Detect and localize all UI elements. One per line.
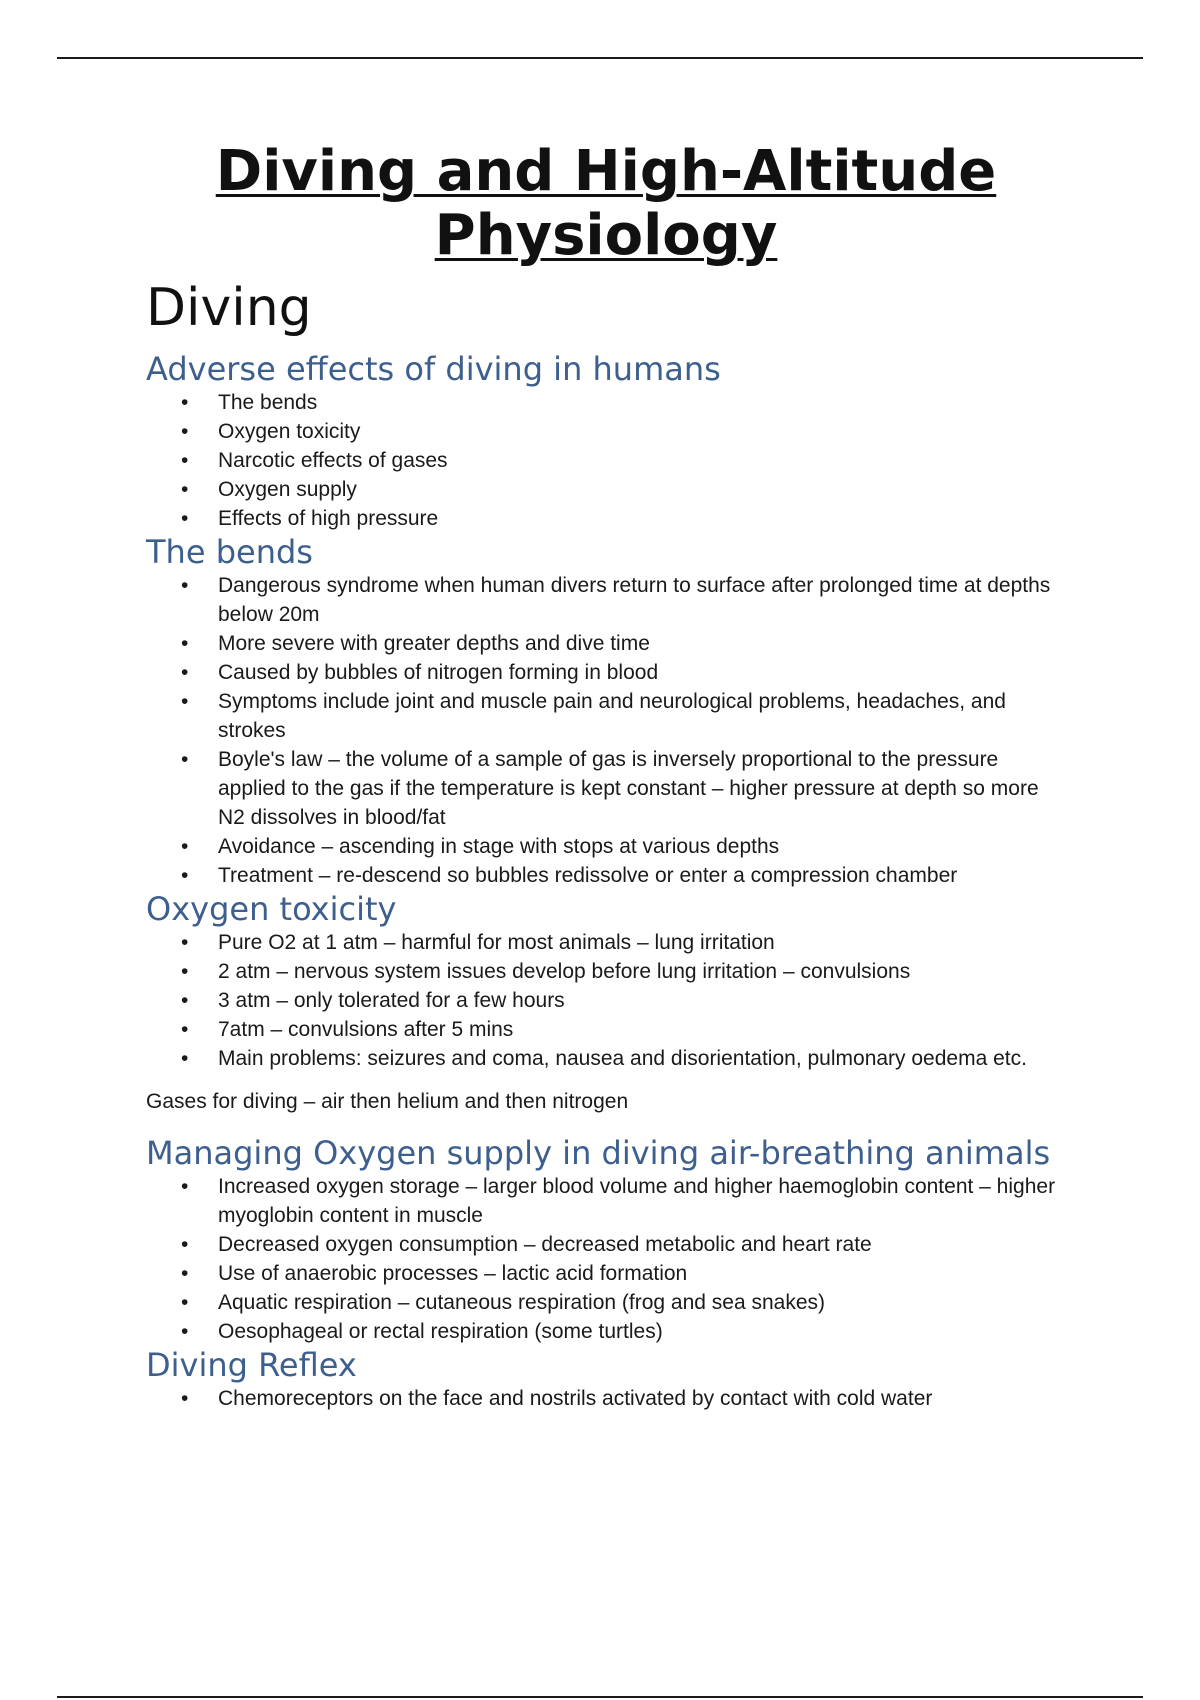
bottom-rule: [57, 1696, 1143, 1698]
list-diving-reflex: [146, 1384, 1066, 1413]
list-item: • Decreased oxygen consumption – decreased metabolic and heart rate: [218, 1230, 1066, 1259]
heading-oxygen-toxicity: Oxygen toxicity: [146, 890, 397, 928]
list-item: • Increased oxygen storage – larger blood volume and higher haemoglobin content – higher myoglobin content in muscle: [218, 1172, 1066, 1230]
heading-diving-reflex: Diving Reflex: [146, 1346, 357, 1384]
section-heading-diving: Diving: [146, 278, 312, 338]
heading-oxygen-supply: Managing Oxygen supply in diving air-breathing animals: [146, 1134, 1051, 1172]
list-item: • More severe with greater depths and dive time: [218, 629, 1066, 658]
list-item: • Narcotic effects of gases: [218, 446, 1066, 475]
document-body: [146, 140, 1066, 1413]
list-item: • Oxygen toxicity: [218, 417, 1066, 446]
list-item: • Oesophageal or rectal respiration (some turtles): [218, 1317, 1066, 1346]
document-title: Diving and High-Altitude Physiology: [215, 139, 997, 268]
list-oxygen-supply: [146, 1172, 1066, 1346]
top-rule: [57, 57, 1143, 59]
list-item: • Treatment – re-descend so bubbles redissolve or enter a compression chamber: [218, 861, 1066, 890]
list-item: • The bends: [218, 388, 1066, 417]
list-item: • Use of anaerobic processes – lactic acid formation: [218, 1259, 1066, 1288]
list-item: • Oxygen supply: [218, 475, 1066, 504]
list-item: • Chemoreceptors on the face and nostrils activated by contact with cold water: [218, 1384, 1066, 1413]
list-item: • Boyle's law – the volume of a sample of gas is inversely proportional to the pressure applied to the gas if the temperature is kept constant – higher pressure at depth so more N2 dissolves in blood/fat: [218, 745, 1066, 832]
list-item: • Avoidance – ascending in stage with stops at various depths: [218, 832, 1066, 861]
list-the-bends: [146, 571, 1066, 890]
list-adverse-effects: [146, 388, 1066, 533]
list-item: • 7atm – convulsions after 5 mins: [218, 1015, 1066, 1044]
list-item: • Symptoms include joint and muscle pain and neurological problems, headaches, and strokes: [218, 687, 1066, 745]
list-item: • Main problems: seizures and coma, nausea and disorientation, pulmonary oedema etc.: [218, 1044, 1066, 1073]
list-item: • Pure O2 at 1 atm – harmful for most animals – lung irritation: [218, 928, 1066, 957]
heading-the-bends: The bends: [146, 533, 313, 571]
list-oxygen-toxicity: [146, 928, 1066, 1073]
heading-adverse-effects: Adverse effects of diving in humans: [146, 350, 721, 388]
list-item: • Effects of high pressure: [218, 504, 1066, 533]
list-item: • 2 atm – nervous system issues develop before lung irritation – convulsions: [218, 957, 1066, 986]
list-item: • 3 atm – only tolerated for a few hours: [218, 986, 1066, 1015]
gases-note: Gases for diving – air then helium and then nitrogen: [146, 1090, 629, 1113]
list-item: • Caused by bubbles of nitrogen forming in blood: [218, 658, 1066, 687]
list-item: • Dangerous syndrome when human divers return to surface after prolonged time at depths below 20m: [218, 571, 1066, 629]
list-item: • Aquatic respiration – cutaneous respiration (frog and sea snakes): [218, 1288, 1066, 1317]
